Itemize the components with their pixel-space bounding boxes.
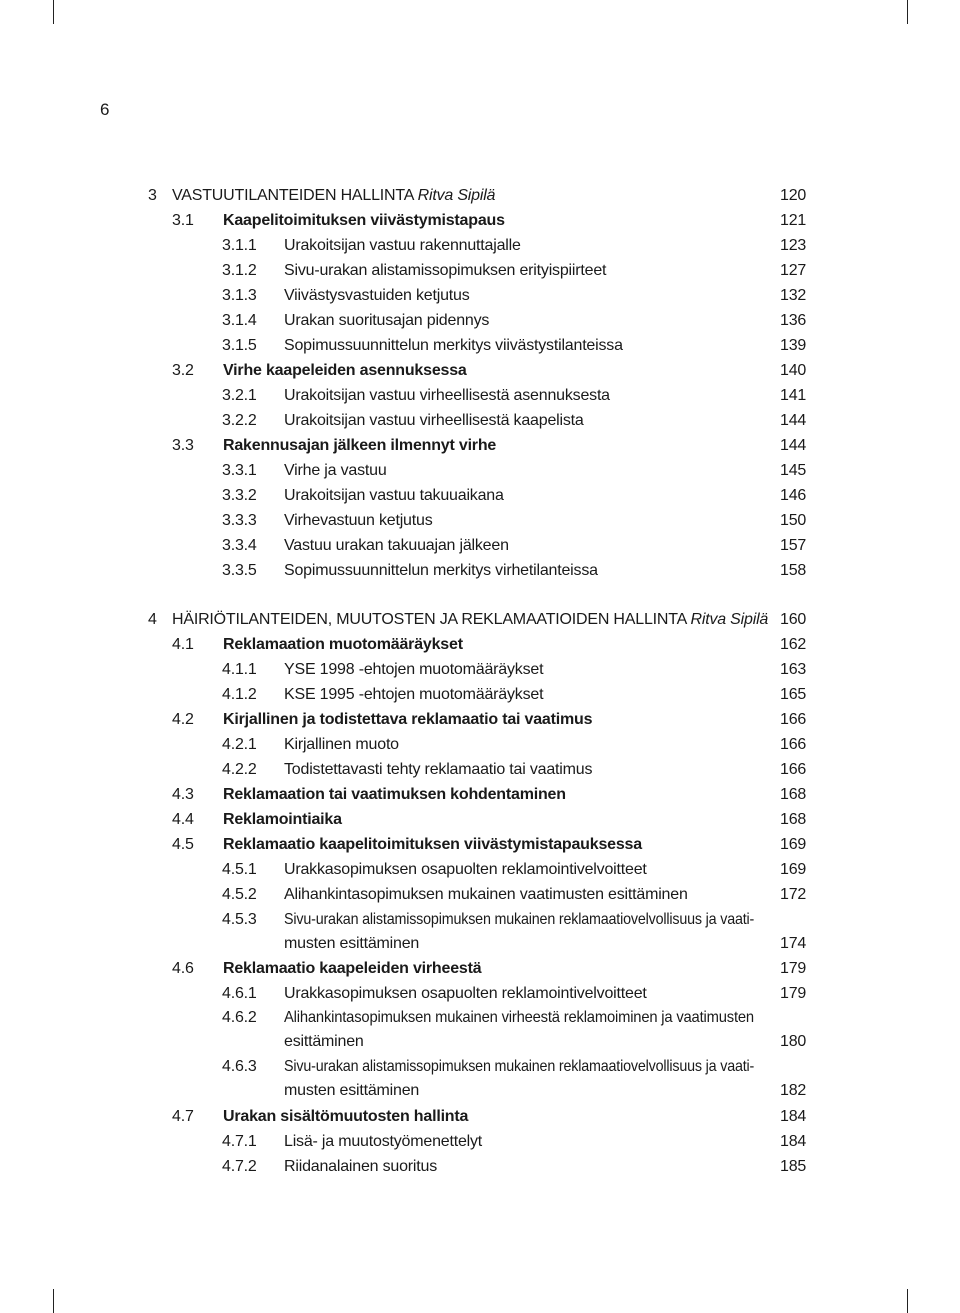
toc-entry-number: 4.6.3 [222,1058,257,1075]
crop-mark-top-left [53,0,54,24]
toc-entry-page: 169 [780,861,807,878]
crop-mark-bottom-right [907,1289,908,1313]
toc-entry-title [284,982,647,1006]
toc-entry-title [284,234,521,258]
toc-entry-number: 3.1.2 [222,262,257,279]
toc-entry-title-text: Reklamointiaika [223,811,342,828]
toc-entry-title [284,534,509,558]
crop-mark-top-right [907,0,908,24]
toc-entry-page: 160 [780,611,807,628]
toc-entry-number: 4.6.1 [222,985,257,1002]
toc-entry-page: 145 [780,462,807,479]
toc-entry-title [223,1105,468,1129]
toc-entry-title-text: Urakoitsijan vastuu takuuaikana [284,487,504,504]
toc-entry-number: 3.3 [172,437,194,454]
toc-entry-page: 121 [780,212,807,229]
toc-entry-page: 139 [780,337,807,354]
toc-entry-title-text: Kirjallinen ja todistettava reklamaatio tai vaatimus [223,711,593,728]
toc-entry-author: Ritva Sipilä [690,611,769,628]
toc-entry-number: 3.3.4 [222,537,257,554]
toc-entry-page: 123 [780,237,807,254]
toc-entry-title-continued: musten esittäminen [284,1082,420,1099]
toc-entry-title [284,284,470,308]
toc-entry-title-text: Sopimussuunnittelun merkitys viivästystilanteissa [284,337,623,354]
toc-entry-number: 4.7.2 [222,1158,257,1175]
toc-entry-title [223,434,496,458]
toc-entry-title-text: Sivu-urakan alistamissopimuksen mukainen reklamaatiovelvollisuus ja vaati- [284,1058,755,1075]
toc-entry-title [172,608,768,632]
toc-entry-title-text: Kirjallinen muoto [284,736,399,753]
toc-entry-number: 4.2.2 [222,761,257,778]
toc-entry-page: 136 [780,312,807,329]
toc-entry-title [284,858,647,882]
toc-entry-title-continued: esittäminen [284,1033,364,1050]
toc-entry-number: 3.3.5 [222,562,257,579]
toc-entry-title-text: Urakan sisältömuutosten hallinta [223,1108,469,1125]
toc-entry-title [284,259,606,283]
toc-entry-title-text: Virhe ja vastuu [284,462,387,479]
toc-entry-page: 163 [780,661,807,678]
page-number: 6 [100,100,110,119]
toc-entry-number: 3.3.1 [222,462,257,479]
toc-entry-title-text: Virhevastuun ketjutus [284,512,433,529]
toc-entry-title-text: Sivu-urakan alistamissopimuksen mukainen reklamaatiovelvollisuus ja vaati- [284,911,755,928]
toc-entry-number: 3.1.4 [222,312,257,329]
toc-entry-number: 4.3 [172,786,194,803]
toc-entry-page: 162 [780,636,807,653]
toc-entry-number: 3.2 [172,362,194,379]
toc-entry-title [284,409,584,433]
toc-entry-title-text: Reklamaatio kaapeleiden virheestä [223,960,482,977]
toc-entry-title [223,633,463,657]
toc-entry-title [284,384,610,408]
toc-entry-page: 158 [780,562,807,579]
toc-entry-title-text: Urakoitsijan vastuu virheellisestä kaapelista [284,412,584,429]
toc-entry-number: 3.1.3 [222,287,257,304]
toc-entry-page: 166 [780,711,807,728]
toc-entry-page: 172 [780,886,807,903]
toc-entry-page: 168 [780,811,807,828]
toc-entry-title-text: Vastuu urakan takuuajan jälkeen [284,537,509,554]
crop-mark-bottom-left [53,1289,54,1313]
toc-entry-number: 4.4 [172,811,194,828]
toc-entry-page: 132 [780,287,807,304]
toc-entry-title-text: Kaapelitoimituksen viivästymistapaus [223,212,505,229]
toc-entry-title-text: HÄIRIÖTILANTEIDEN, MUUTOSTEN JA REKLAMAATIOIDEN HALLINTA [172,611,687,628]
toc-entry-title [223,808,342,832]
toc-entry-page: 146 [780,487,807,504]
toc-entry-title [223,783,566,807]
toc-entry-title [284,484,504,508]
toc-entry-title [172,184,495,208]
toc-entry-number: 4.2 [172,711,194,728]
toc-entry-page: 157 [780,537,807,554]
toc-entry-title [284,334,623,358]
toc-entry-number: 3 [148,187,157,204]
toc-entry-title [284,883,688,907]
toc-entry-title-text: Reklamaatio kaapelitoimituksen viivästymistapauksessa [223,836,642,853]
toc-entry-title [284,559,598,583]
toc-entry-title-text: Virhe kaapeleiden asennuksessa [223,362,467,379]
toc-entry-page: 120 [780,187,807,204]
toc-entry-title-text: Urakkasopimuksen osapuolten reklamointivelvoitteet [284,861,647,878]
toc-entry-title [284,733,399,757]
toc-entry-number: 4.6.2 [222,1009,257,1026]
toc-entry-page: 184 [780,1108,807,1125]
toc-entry-title [284,758,592,782]
toc-entry-number: 4.6 [172,960,194,977]
toc-entry-page: 166 [780,761,807,778]
toc-entry-number: 4.5 [172,836,194,853]
toc-entry-page: 144 [780,437,807,454]
toc-entry-title-text: Todistettavasti tehty reklamaatio tai vaatimus [284,761,593,778]
toc-entry-title-text: Urakan suoritusajan pidennys [284,312,490,329]
toc-entry-title-text: YSE 1998 -ehtojen muotomääräykset [284,661,544,678]
toc-entry-title-text: Urakoitsijan vastuu rakennuttajalle [284,237,521,254]
toc-entry-title [284,1055,754,1079]
toc-entry-title-text: Riidanalainen suoritus [284,1158,438,1175]
toc-entry-title [223,833,642,857]
toc-entry-title-text: Urakoitsijan vastuu virheellisestä asennuksesta [284,387,610,404]
toc-entry-page: 144 [780,412,807,429]
toc-entry-number: 4.5.1 [222,861,257,878]
toc-entry-page: 141 [780,387,807,404]
toc-entry-page: 180 [780,1033,807,1050]
toc-entry-number: 4.1.1 [222,661,257,678]
toc-entry-title [223,209,505,233]
toc-entry-page: 165 [780,686,807,703]
toc-entry-title-text: Sivu-urakan alistamissopimuksen erityispiirteet [284,262,607,279]
toc-entry-number: 3.1.1 [222,237,257,254]
toc-entry-number: 4 [148,611,157,628]
toc-entry-title-text: Reklamaation tai vaatimuksen kohdentaminen [223,786,566,803]
toc-entry-title-text: Lisä- ja muutostyömenettelyt [284,1133,483,1150]
toc-entry-page: 150 [780,512,807,529]
toc-entry-title-text: Sopimussuunnittelun merkitys virhetilanteissa [284,562,598,579]
toc-entry-author: Ritva Sipilä [417,187,496,204]
toc-entry-number: 3.3.3 [222,512,257,529]
toc-entry-number: 3.3.2 [222,487,257,504]
toc-entry-title [284,683,543,707]
toc-entry-page: 174 [780,935,807,952]
toc-entry-number: 3.1.5 [222,337,257,354]
toc-entry-title [284,1006,754,1030]
toc-entry-number: 4.1.2 [222,686,257,703]
toc-entry-title [284,1130,482,1154]
toc-entry-page: 127 [780,262,807,279]
toc-entry-title [284,658,543,682]
toc-entry-page: 182 [780,1082,807,1099]
toc-entry-number: 3.2.2 [222,412,257,429]
toc-entry-title-text: VASTUUTILANTEIDEN HALLINTA [172,187,414,204]
toc-entry-title-continued: musten esittäminen [284,935,420,952]
toc-entry-title [284,309,489,333]
toc-entry-title-text: Alihankintasopimuksen mukainen virheestä reklamoiminen ja vaatimusten [284,1009,754,1026]
toc-entry-number: 4.7 [172,1108,194,1125]
toc-entry-page: 168 [780,786,807,803]
toc-entry-page: 185 [780,1158,807,1175]
toc-entry-title-text: Reklamaation muotomääräykset [223,636,463,653]
toc-entry-number: 4.7.1 [222,1133,257,1150]
toc-entry-title-text: Alihankintasopimuksen mukainen vaatimusten esittäminen [284,886,688,903]
toc-entry-number: 3.2.1 [222,387,257,404]
toc-entry-page: 166 [780,736,807,753]
toc-entry-title-text: KSE 1995 -ehtojen muotomääräykset [284,686,544,703]
toc-entry-title [284,1155,437,1179]
toc-entry-number: 4.5.2 [222,886,257,903]
toc-entry-page: 169 [780,836,807,853]
toc-entry-page: 179 [780,985,807,1002]
toc-entry-page: 179 [780,960,807,977]
toc-entry-number: 3.1 [172,212,194,229]
toc-entry-title [284,509,433,533]
toc-entry-title [223,708,592,732]
toc-entry-title-text: Viivästysvastuiden ketjutus [284,287,470,304]
toc-entry-number: 4.1 [172,636,194,653]
toc-entry-title [223,957,481,981]
toc-entry-title [284,459,387,483]
toc-entry-page: 140 [780,362,807,379]
toc-entry-number: 4.5.3 [222,911,257,928]
toc-entry-title [223,359,467,383]
toc-entry-number: 4.2.1 [222,736,257,753]
toc-entry-title-text: Rakennusajan jälkeen ilmennyt virhe [223,437,497,454]
toc-entry-page: 184 [780,1133,807,1150]
toc-entry-title [284,908,754,932]
toc-entry-title-text: Urakkasopimuksen osapuolten reklamointivelvoitteet [284,985,647,1002]
